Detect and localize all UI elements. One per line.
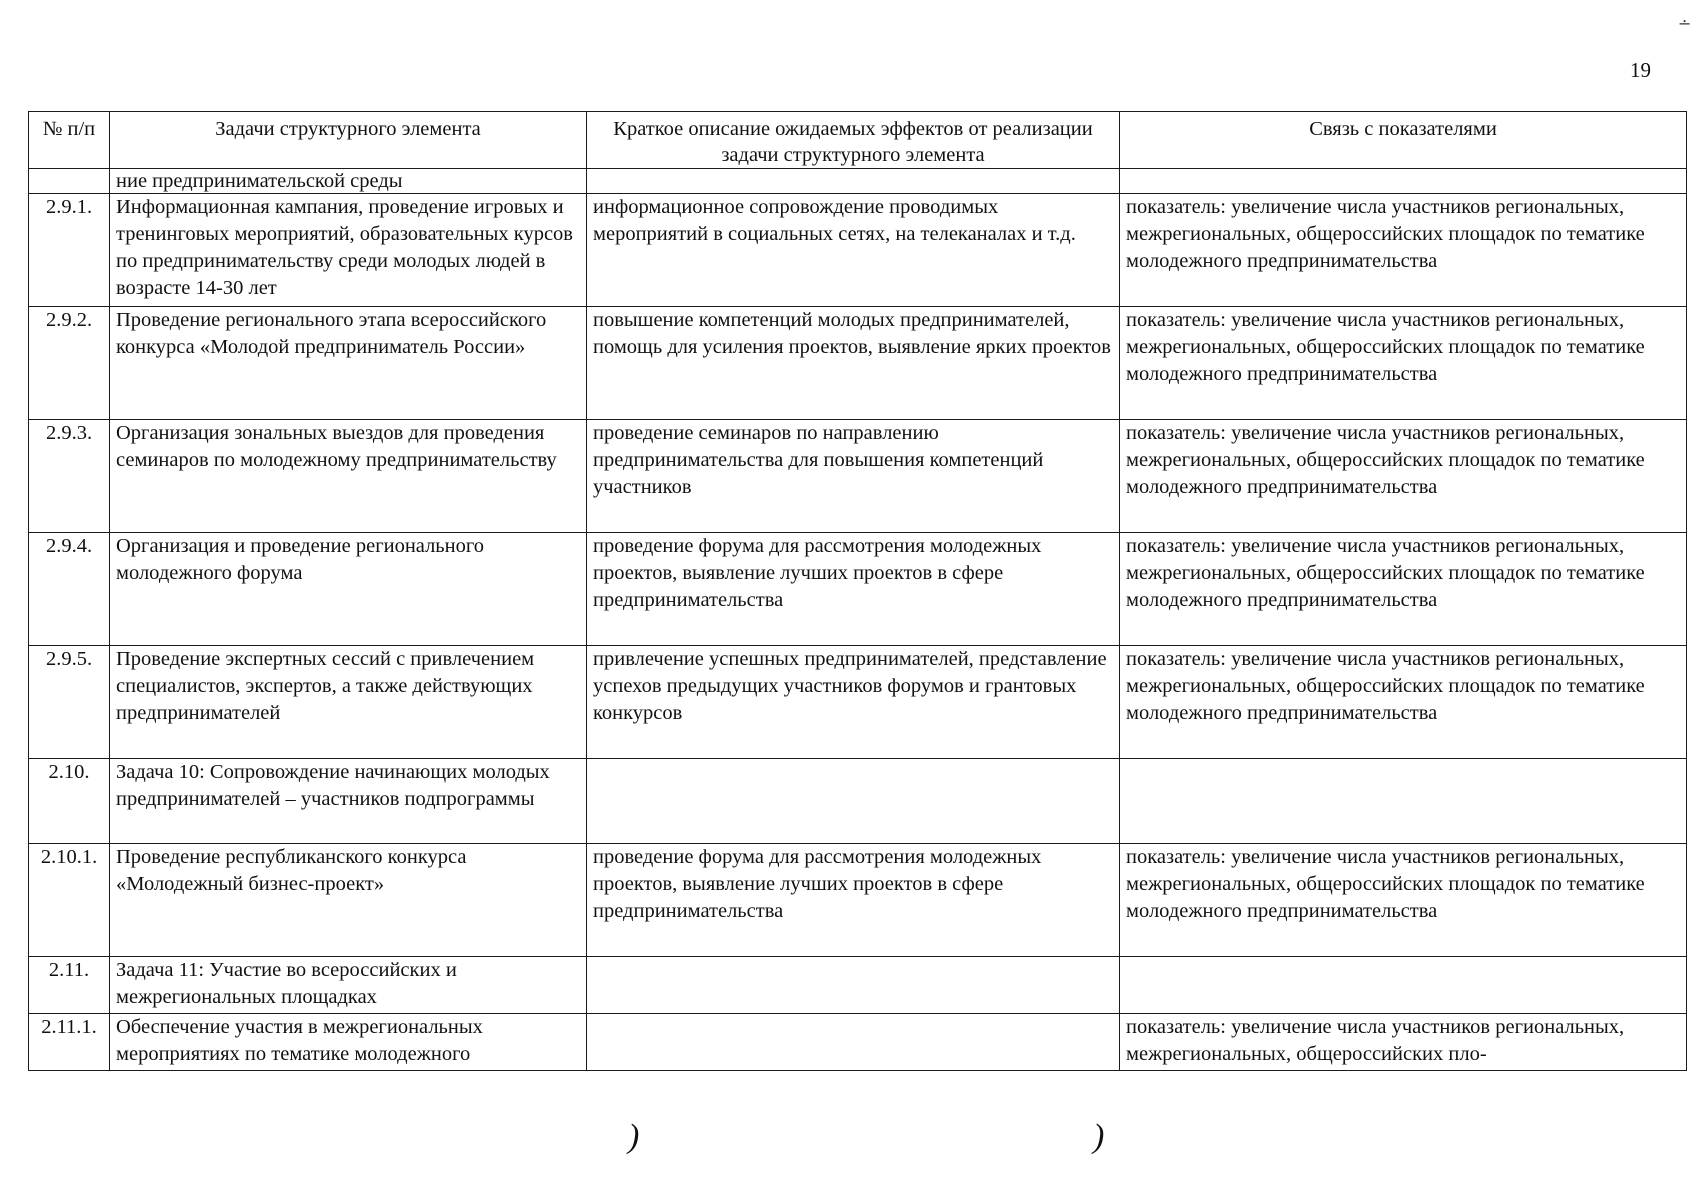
- cell-number: 2.9.3.: [29, 420, 110, 533]
- cell-indicator: [1120, 957, 1687, 1014]
- cell-effect: повышение компетенций молодых предпринимателей, помощь для усиления проектов, выявление ярких проектов: [587, 307, 1120, 420]
- cell-task: Обеспечение участия в межрегиональных мероприятиях по тематике молодежного: [110, 1014, 587, 1071]
- cell-number: 2.9.1.: [29, 194, 110, 307]
- cell-number: 2.9.5.: [29, 646, 110, 759]
- table-row: [29, 957, 1687, 1014]
- cell-effect: проведение форума для рассмотрения молодежных проектов, выявление лучших проектов в сфере предпринимательства: [587, 533, 1120, 646]
- cell-effect: [587, 759, 1120, 844]
- table-row: [29, 420, 1687, 533]
- cell-task: ние предпринимательской среды: [110, 169, 587, 194]
- cell-indicator: показатель: увеличение числа участников региональных, межрегиональных, общероссийских площадок по тематике молодежного предпринимательства: [1120, 533, 1687, 646]
- cell-indicator: [1120, 169, 1687, 194]
- cell-effect: информационное сопровождение проводимых мероприятий в социальных сетях, на телеканалах и т.д.: [587, 194, 1120, 307]
- cell-effect: [587, 169, 1120, 194]
- indicators-table: [28, 111, 1687, 1071]
- table-row: [29, 307, 1687, 420]
- cell-indicator: показатель: увеличение числа участников региональных, межрегиональных, общероссийских площадок по тематике молодежного предпринимательства: [1120, 307, 1687, 420]
- cell-indicator: показатель: увеличение числа участников региональных, межрегиональных, общероссийских площадок по тематике молодежного предпринимательства: [1120, 844, 1687, 957]
- cell-effect: [587, 957, 1120, 1014]
- cell-number: 2.9.2.: [29, 307, 110, 420]
- handwritten-mark-right: ): [1093, 1118, 1105, 1155]
- cell-effect: привлечение успешных предпринимателей, представление успехов предыдущих участников форумов и грантовых конкурсов: [587, 646, 1120, 759]
- table-row: [29, 194, 1687, 307]
- cell-indicator: показатель: увеличение числа участников региональных, межрегиональных, общероссийских пло-: [1120, 1014, 1687, 1071]
- table-row: [29, 844, 1687, 957]
- cell-number: 2.11.1.: [29, 1014, 110, 1071]
- cell-task: Проведение республиканского конкурса «Молодежный бизнес-проект»: [110, 844, 587, 957]
- cell-task: Задача 11: Участие во всероссийских и межрегиональных площадках: [110, 957, 587, 1014]
- corner-mark: ∸: [1678, 16, 1692, 33]
- cell-number: 2.10.1.: [29, 844, 110, 957]
- table-row: [29, 646, 1687, 759]
- cell-indicator: показатель: увеличение числа участников региональных, межрегиональных, общероссийских площадок по тематике молодежного предпринимательства: [1120, 646, 1687, 759]
- header-indicator: Связь с показателями: [1120, 112, 1687, 169]
- table-header-row: [29, 112, 1687, 169]
- page-number: 19: [1630, 58, 1651, 82]
- cell-task: Проведение экспертных сессий с привлечением специалистов, экспертов, а также действующих предпринимателей: [110, 646, 587, 759]
- cell-effect: [587, 1014, 1120, 1071]
- table-row-continuation: [29, 169, 1687, 194]
- header-task: Задачи структурного элемента: [110, 112, 587, 169]
- table-row: [29, 533, 1687, 646]
- cell-task: Проведение регионального этапа всероссийского конкурса «Молодой предприниматель России»: [110, 307, 587, 420]
- cell-number: 2.9.4.: [29, 533, 110, 646]
- table-row: [29, 1014, 1687, 1071]
- cell-effect: проведение семинаров по направлению предпринимательства для повышения компетенций участников: [587, 420, 1120, 533]
- cell-number: 2.10.: [29, 759, 110, 844]
- header-number: № п/п: [29, 112, 110, 169]
- cell-task: Организация зональных выездов для проведения семинаров по молодежному предпринимательству: [110, 420, 587, 533]
- handwritten-mark-left: ): [628, 1118, 640, 1155]
- cell-indicator: показатель: увеличение числа участников региональных, межрегиональных, общероссийских площадок по тематике молодежного предпринимательства: [1120, 420, 1687, 533]
- cell-indicator: показатель: увеличение числа участников региональных, межрегиональных, общероссийских площадок по тематике молодежного предпринимательства: [1120, 194, 1687, 307]
- cell-number: 2.11.: [29, 957, 110, 1014]
- cell-task: Задача 10: Сопровождение начинающих молодых предпринимателей – участников подпрограммы: [110, 759, 587, 844]
- cell-number: [29, 169, 110, 194]
- table-row: [29, 759, 1687, 844]
- cell-effect: проведение форума для рассмотрения молодежных проектов, выявление лучших проектов в сфере предпринимательства: [587, 844, 1120, 957]
- cell-task: Организация и проведение регионального молодежного форума: [110, 533, 587, 646]
- cell-task: Информационная кампания, проведение игровых и тренинговых мероприятий, образовательных курсов по предпринимательству среди молодых людей в возрасте 14-30 лет: [110, 194, 587, 307]
- cell-indicator: [1120, 759, 1687, 844]
- header-effect: Краткое описание ожидаемых эффектов от реализации задачи структурного элемента: [587, 112, 1120, 169]
